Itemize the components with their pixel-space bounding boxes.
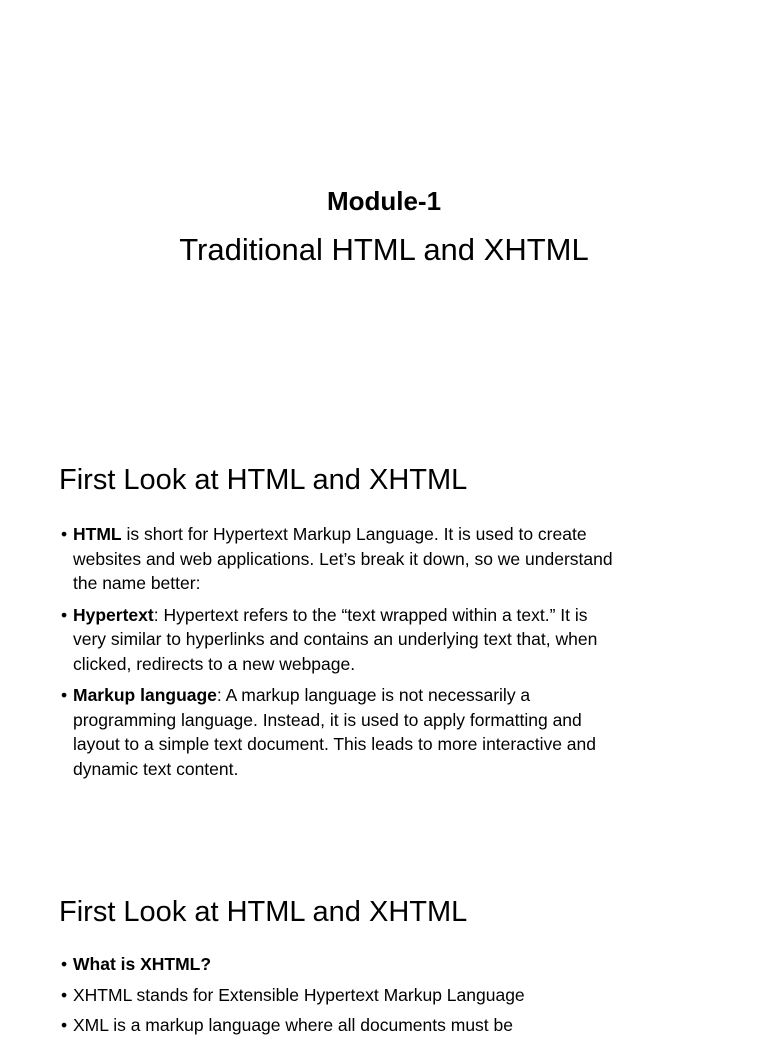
bullet-text: XML is a markup language where all documents must be [73,1015,513,1035]
bullet-marker: • [61,524,68,544]
content-slide-xhtml [0,864,768,1035]
bullet-text: is short for Hypertext Markup Language. It is used to create websites and web applications. Let’s break it down, so we understand the name better: [73,524,613,593]
bullet-term: Markup language [73,685,217,705]
bullet-text: : A markup language is not necessarily a programming language. Instead, it is used to apply formatting and layout to a simple text document. This leads to more interactive and dynamic text content. [73,685,597,779]
bullet-text: : Hypertext refers to the “text wrapped within a text.” It is very similar to hyperlinks and contains an underlying text that, when clicked, redirects to a new webpage. [73,604,598,674]
slide-heading: First Look at HTML and XHTML [59,464,468,496]
bullet-term: What is XHTML? [73,954,212,974]
bullet-term: Hypertext [73,604,154,625]
bullet-text: XHTML stands for Extensible Hypertext Markup Language [73,984,525,1005]
slide-heading: First Look at HTML and XHTML [59,896,468,928]
bullet-item-markup-language [61,683,621,781]
content-slide-html [0,432,768,864]
deck-title: Traditional HTML and XHTML [179,232,589,267]
bullet-marker: • [61,954,68,974]
bullet-item-xhtml-definition [61,983,621,1008]
bullet-item-what-is-xhtml [61,952,621,977]
bullet-marker: • [61,604,68,625]
bullet-item-xml-definition [61,1013,621,1038]
bullet-marker: • [61,685,68,705]
bullet-marker: • [61,984,68,1005]
title-slide [0,0,768,432]
bullet-list [61,952,621,1044]
bullet-item-html [61,522,621,596]
module-label: Module-1 [326,186,442,216]
bullet-marker: • [61,1015,68,1035]
bullet-list [61,522,621,788]
bullet-term: HTML [73,524,122,544]
bullet-item-hypertext [61,603,621,677]
